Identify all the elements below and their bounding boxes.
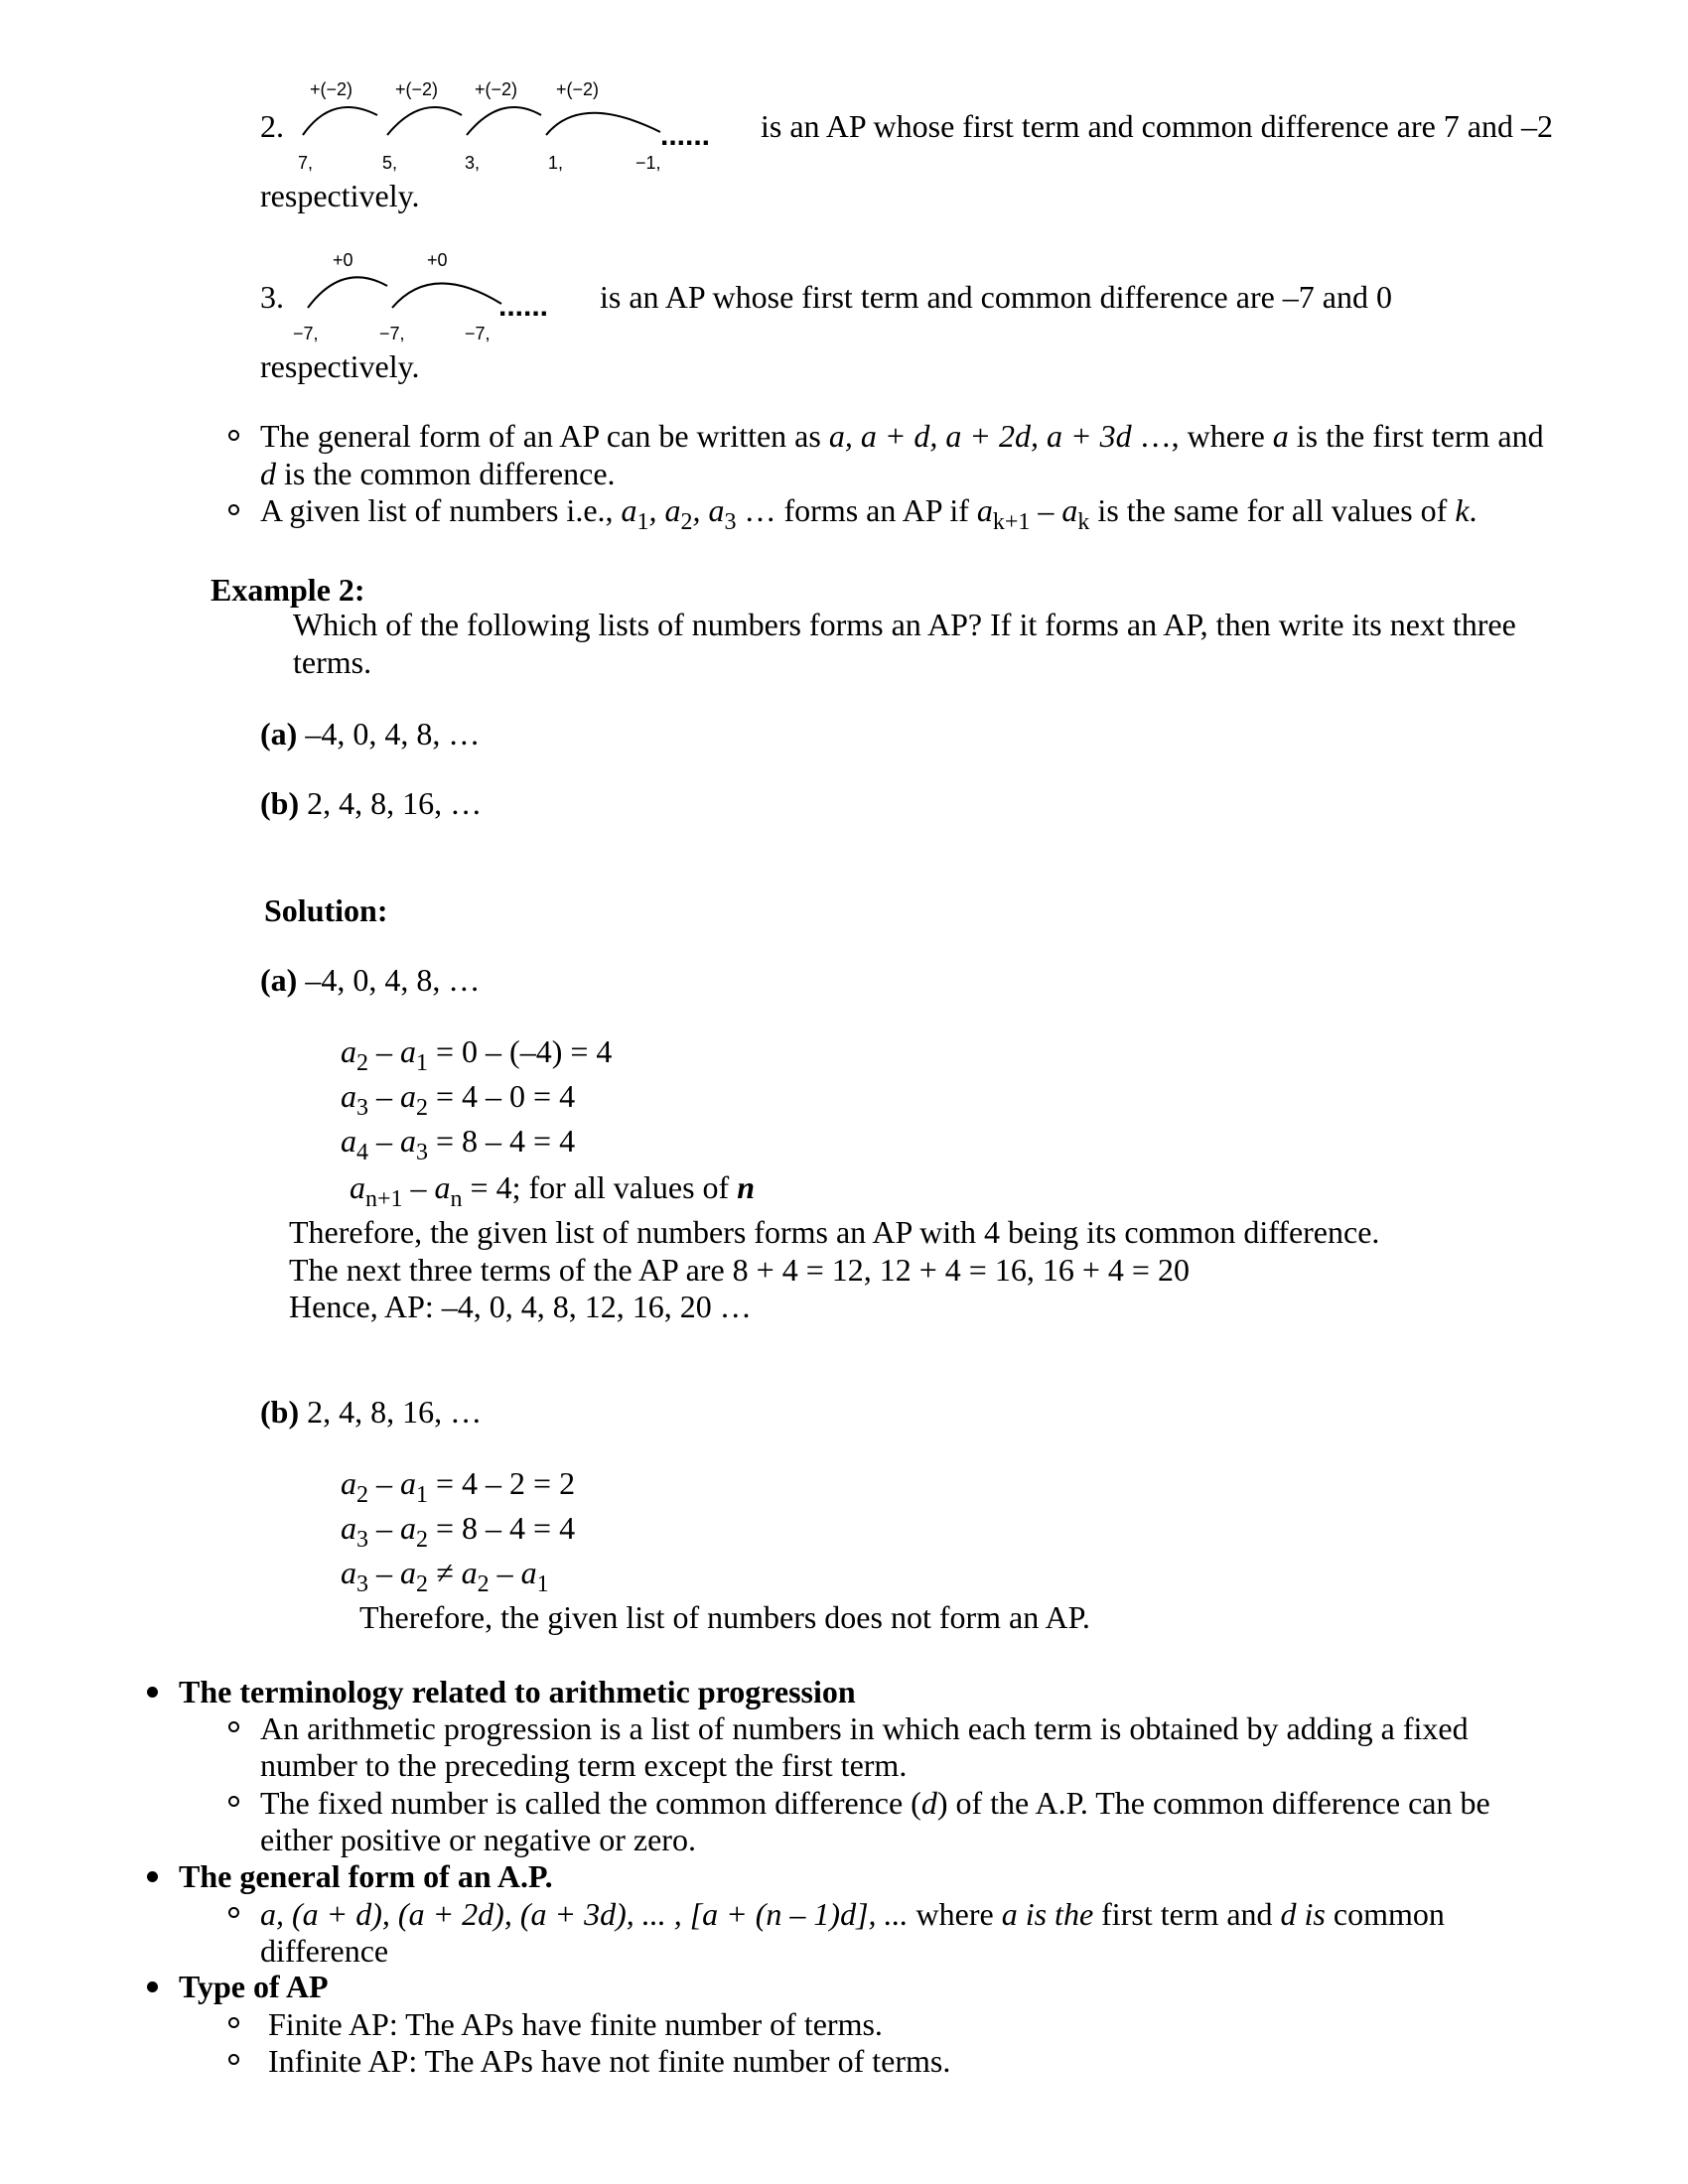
ap2-term: 5, <box>382 153 398 173</box>
ap2-term: 1, <box>548 153 564 173</box>
ap3-term: −7, <box>465 324 491 343</box>
solution-b-step1: $a_2 - a_1 = 4 - 2 = 2$ <box>341 1465 576 1508</box>
solution-part-a: (a) –4, 0, 4, 8, … <box>260 962 481 998</box>
solution-a-next-terms: The next three terms of the AP are 8 + 4 = 12, 12 + 4 = 16, 16 + 4 = 20 <box>289 1252 1190 1288</box>
type-infinite: Infinite AP: The APs have not finite number of terms. <box>268 2043 951 2079</box>
ap2-dots: ...... <box>660 119 711 152</box>
general-form-expression: a, (a + d), (a + 2d), (a + 3d), ... , [a + (n – 1)d], ... where a is the first term and d is common <box>260 1896 1445 1932</box>
hollow-bullet-icon <box>228 2054 239 2065</box>
hollow-bullet-icon <box>228 1796 239 1807</box>
ap2-hop-label: +(−2) <box>310 79 353 99</box>
solution-part-b: (b) 2, 4, 8, 16, … <box>260 1394 483 1430</box>
general-form-expression-cont: difference <box>260 1933 389 1969</box>
hollow-bullet-icon <box>228 1721 239 1732</box>
solution-b-conclusion: Therefore, the given list of numbers does not form an AP. <box>359 1599 1090 1635</box>
ap2-hop-label: +(−2) <box>475 79 518 99</box>
terminology-definition: An arithmetic progression is a list of numbers in which each term is obtained by adding a fixed <box>260 1710 1469 1746</box>
ap3-dots: ...... <box>498 290 549 323</box>
solution-a-step2: $a_3 - a_2 = 4 - 0 = 4$ <box>341 1078 576 1121</box>
type-finite: Finite AP: The APs have finite number of terms. <box>268 2006 883 2042</box>
ap3-description-cont: respectively. <box>260 348 420 384</box>
ap2-hop-label: +(−2) <box>556 79 600 99</box>
hollow-bullet-icon <box>228 430 239 441</box>
terminology-definition-cont: number to the preceding term except the first term. <box>260 1747 908 1783</box>
terminology-common-difference: The fixed number is called the common difference (d) of the A.P. The common difference can be <box>260 1785 1490 1821</box>
example-2-question-cont: terms. <box>293 644 372 680</box>
solution-b-step3: $a_3 - a_2 \ne a_2 - a_1$ <box>341 1555 549 1597</box>
ap2-term: −1, <box>635 153 661 173</box>
example-2-title: Example 2: <box>211 572 365 608</box>
solution-a-result: Hence, AP: –4, 0, 4, 8, 12, 16, 20 … <box>289 1289 752 1324</box>
filled-bullet-icon <box>147 1687 158 1698</box>
ap3-term: −7, <box>379 324 405 343</box>
example-2-part-a: (a) –4, 0, 4, 8, … <box>260 716 481 751</box>
general-form-bullet-cont: d is the common difference. <box>260 456 616 491</box>
solution-a-conclusion: Therefore, the given list of numbers forms an AP with 4 being its common difference. <box>289 1214 1380 1250</box>
solution-a-step4: $a_{n+1} - a_n = 4$; for all values of n <box>350 1169 755 1212</box>
hollow-bullet-icon <box>228 2017 239 2028</box>
ap3-hop-diagram <box>288 246 606 345</box>
ap2-term: 3, <box>465 153 481 173</box>
ap2-description: is an AP whose first term and common difference are 7 and –2 <box>761 108 1553 144</box>
ap2-term: 7, <box>298 153 314 173</box>
solution-a-step3: $a_4 - a_3 = 8 - 4 = 4$ <box>341 1123 576 1165</box>
solution-b-step2: $a_3 - a_2 = 8 - 4 = 4$ <box>341 1510 576 1553</box>
example-2-question: Which of the following lists of numbers forms an AP? If it forms an AP, then write its next three <box>293 607 1516 642</box>
ap3-hop-label: +0 <box>427 250 448 270</box>
example-2-part-b: (b) 2, 4, 8, 16, … <box>260 785 483 821</box>
general-form-bullet: The general form of an AP can be written as a, a + d, a + 2d, a + 3d …, where a is the first term and <box>260 418 1544 454</box>
ap3-number: 3. <box>260 279 284 315</box>
filled-bullet-icon <box>147 1871 158 1882</box>
ap2-hop-label: +(−2) <box>395 79 439 99</box>
ap2-hop-diagram <box>288 77 755 177</box>
ap2-description-cont: respectively. <box>260 178 420 213</box>
ap3-term: −7, <box>293 324 319 343</box>
ap2-number: 2. <box>260 108 284 144</box>
solution-a-step1: $a_2 - a_1 = 0 - (-4) = 4$ <box>341 1033 613 1076</box>
general-form-heading: The general form of an A.P. <box>179 1858 553 1894</box>
ap3-hop-label: +0 <box>333 250 353 270</box>
filled-bullet-icon <box>147 1981 158 1992</box>
hollow-bullet-icon <box>228 1907 239 1918</box>
hollow-bullet-icon <box>228 504 239 515</box>
terminology-heading: The terminology related to arithmetic progression <box>179 1674 856 1709</box>
terminology-common-difference-cont: either positive or negative or zero. <box>260 1822 696 1857</box>
solution-title: Solution: <box>264 892 388 928</box>
ap3-description: is an AP whose first term and common difference are –7 and 0 <box>600 279 1392 315</box>
type-heading: Type of AP <box>179 1969 329 2004</box>
ap-condition-bullet: A given list of numbers i.e., $a_1$, $a_2$, $a_3$ … forms an AP if $a_{k+1} - a_k$ is the same for all values of k. <box>260 492 1477 535</box>
